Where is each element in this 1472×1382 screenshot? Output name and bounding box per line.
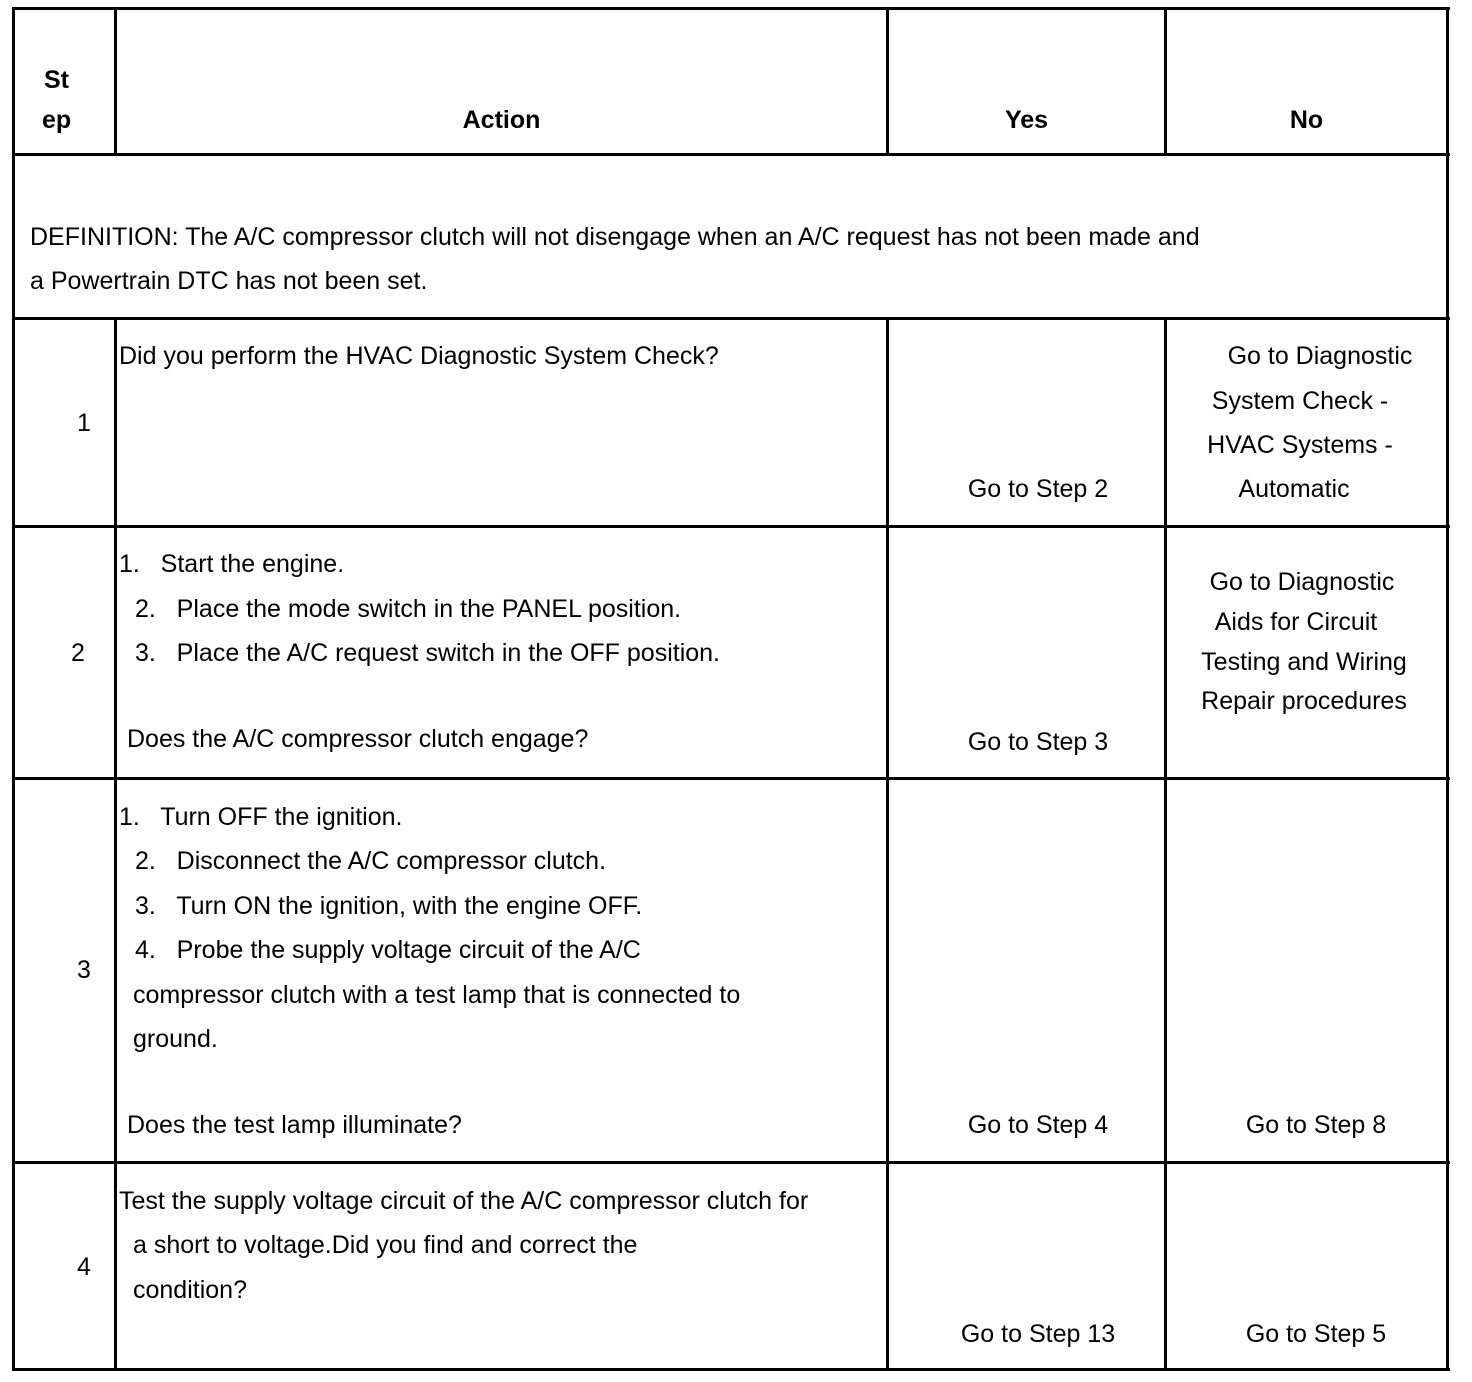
row-3-action-line-3: 3. Turn ON the ignition, with the engine OFF. [135,892,643,920]
row-1-no-line-2: System Check - [1211,387,1389,415]
row-4-action-line-2: a short to voltage.Did you find and correct the [133,1231,638,1259]
step-column-divider-body [114,317,117,1371]
row-3-divider [12,1161,1450,1164]
row-3-yes: Go to Step 4 [967,1111,1109,1139]
definition-line-2: a Powertrain DTC has not been set. [30,267,428,295]
row-2-no-line-2: Aids for Circuit [1214,608,1378,636]
row-3-action-line-7: Does the test lamp illuminate? [127,1111,462,1139]
action-column-divider-body [886,317,889,1371]
step-number-4: 4 [77,1253,91,1281]
row-1-no-line-4: Automatic [1238,475,1350,503]
row-4-action-line-3: condition? [133,1276,247,1304]
row-3-action-line-2: 2. Disconnect the A/C compressor clutch. [135,847,607,875]
row-2-no-line-3: Testing and Wiring [1201,648,1407,676]
header-no: No [1289,106,1324,134]
row-1-no-line-3: HVAC Systems - [1207,431,1393,459]
row-2-action-line-2: 2. Place the mode switch in the PANEL position. [135,595,682,623]
step-number-1: 1 [77,409,91,437]
row-3-no: Go to Step 8 [1245,1111,1387,1139]
row-2-no-line-1: Go to Diagnostic [1209,568,1395,596]
row-4-yes: Go to Step 13 [960,1320,1116,1348]
row-3-action-line-5: compressor clutch with a test lamp that is connected to [133,981,741,1009]
step-number-2: 2 [71,639,85,667]
row-1-divider [12,525,1450,528]
row-2-no-line-4: Repair procedures [1201,687,1407,715]
row-3-action-line-1: 1. Turn OFF the ignition. [119,803,403,831]
table-border-top [12,7,1450,10]
table-border-bottom [12,1368,1450,1371]
header-divider [12,153,1450,156]
row-2-divider [12,777,1450,780]
step-number-3: 3 [77,956,91,984]
table-border-left [12,7,15,1371]
header-action: Action [462,106,541,134]
row-2-yes: Go to Step 3 [967,728,1109,756]
header-step-line1: St [44,66,69,94]
row-1-action-line-1: Did you perform the HVAC Diagnostic System Check? [119,342,719,370]
row-2-action-line-3: 3. Place the A/C request switch in the OFF position. [135,639,720,667]
row-1-yes: Go to Step 2 [967,475,1109,503]
header-step-line2: ep [42,106,72,134]
row-3-action-line-4: 4. Probe the supply voltage circuit of the A/C [135,936,641,964]
row-4-no: Go to Step 5 [1245,1320,1387,1348]
definition-line-1: DEFINITION: The A/C compressor clutch will not disengage when an A/C request has not been made and [30,223,1200,251]
row-1-no-line-1: Go to Diagnostic [1227,342,1413,370]
definition-divider [12,317,1450,320]
table-border-right [1446,7,1449,1371]
row-3-action-line-6: ground. [133,1025,218,1053]
row-2-action-line-1: 1. Start the engine. [119,550,345,578]
header-yes: Yes [1004,106,1049,134]
row-2-action-line-4: Does the A/C compressor clutch engage? [127,725,589,753]
row-4-action-line-1: Test the supply voltage circuit of the A/C compressor clutch for [119,1187,809,1215]
